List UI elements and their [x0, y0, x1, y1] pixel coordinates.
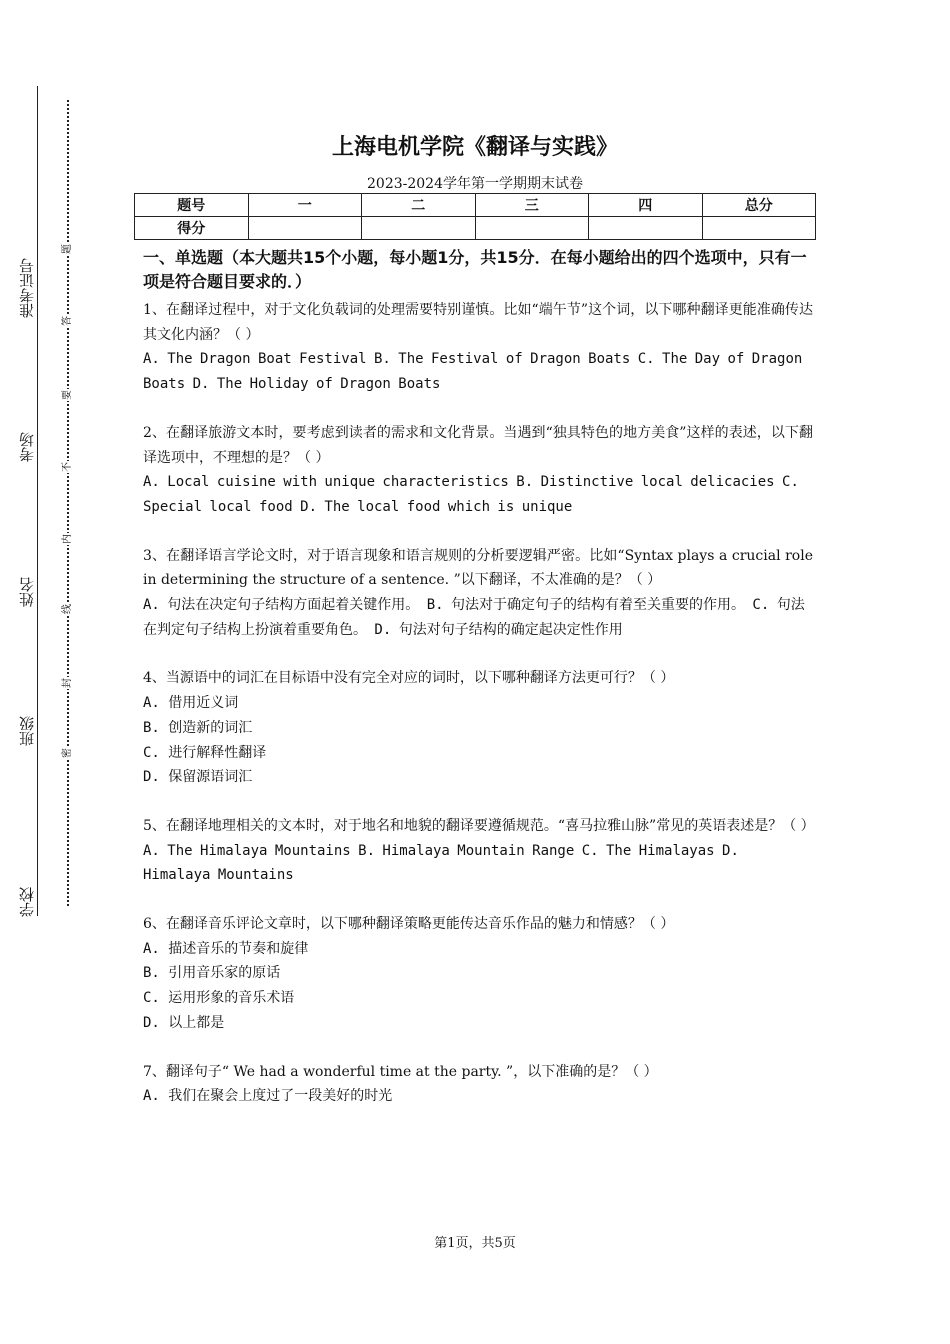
question-option: A. 描述音乐的节奏和旋律: [143, 940, 309, 957]
question-stem: 3、在翻译语言学论文时，对于语言现象和语言规则的分析要逻辑严密。比如“Syntax plays a crucial role in determining the structure of a sentence. ”以下翻译，不太准确的是？（ ）: [143, 547, 813, 589]
exam-id-label: 准考证号: [18, 258, 36, 318]
question-option: A. 我们在聚会上度过了一段美好的时光: [143, 1088, 393, 1105]
score-cell: 得分: [135, 217, 249, 240]
score-table: [134, 193, 816, 240]
question-stem: 6、在翻译音乐评论文章时，以下哪种翻译策略更能传达音乐作品的魅力和情感？（ ）: [143, 916, 675, 933]
question-option: B. 引用音乐家的原话: [143, 965, 281, 982]
question-stem: 2、在翻译旅游文本时，要考虑到读者的需求和文化背景。当遇到“独具特色的地方美食”这样的表述，以下翻译选项中，不理想的是？（ ）: [143, 424, 813, 466]
seal-char: 封: [62, 678, 73, 688]
question-item: [143, 912, 813, 1036]
question-stem: 5、在翻译地理相关的文本时，对于地名和地貌的翻译要遵循规范。“喜马拉雅山脉”常见的英语表述是？（ ）: [143, 817, 815, 834]
question-options: A. The Dragon Boat Festival B. The Festival of Dragon Boats C. The Day of Dragon Boats D. The Holiday of Dragon Boats: [143, 351, 803, 393]
score-input-cell[interactable]: [589, 217, 703, 240]
question-stem: 4、当源语中的词汇在目标语中没有完全对应的词时，以下哪种翻译方法更可行？（ ）: [143, 670, 675, 687]
score-cell: 二: [362, 194, 476, 217]
question-option: C. 运用形象的音乐术语: [143, 990, 295, 1007]
seal-char: 题: [62, 244, 73, 254]
score-cell: 四: [589, 194, 703, 217]
page-title: 上海电机学院《翻译与实践》: [331, 135, 618, 160]
question-option: B. 创造新的词汇: [143, 719, 253, 736]
page-number: 第1页，共5页: [434, 1236, 516, 1251]
exam-subtitle: 2023-2024学年第一学期期末试卷: [367, 176, 583, 192]
name-label: 姓名: [18, 577, 36, 607]
score-input-cell[interactable]: [362, 217, 476, 240]
question-item: [143, 666, 813, 790]
question-item: [143, 544, 813, 643]
question-option: C. 进行解释性翻译: [143, 744, 267, 761]
question-item: [143, 814, 813, 888]
seal-char: 不: [62, 462, 73, 472]
score-cell: 题号: [135, 194, 249, 217]
question-item: [143, 1060, 813, 1109]
school-label: 学校: [18, 887, 36, 917]
question-stem: 1、在翻译过程中，对于文化负载词的处理需要特别谨慎。比如“端午节”这个词，以下哪种翻译更能准确传达其文化内涵？（ ）: [143, 302, 813, 343]
score-table-header-row: [135, 194, 816, 217]
question-stem: 7、翻译句子“ We had a wonderful time at the party. ”，以下准确的是？（ ）: [143, 1063, 658, 1080]
binding-line-dotted: [67, 100, 69, 906]
score-cell: 三: [475, 194, 589, 217]
class-label: 班级: [18, 716, 36, 746]
question-options: A. Local cuisine with unique characteristics B. Distinctive local delicacies C. Special local food D. The local food which is unique: [143, 474, 799, 515]
score-input-cell[interactable]: [248, 217, 362, 240]
seal-char: 密: [62, 748, 73, 758]
question-list: [143, 246, 813, 1133]
score-input-cell[interactable]: [475, 217, 589, 240]
score-table-score-row: [135, 217, 816, 240]
score-cell: 一: [248, 194, 362, 217]
seal-char: 要: [62, 390, 73, 400]
seal-char: 线: [62, 604, 73, 614]
seal-char: 答: [62, 316, 73, 326]
question-item: [143, 421, 813, 520]
question-option: A. 借用近义词: [143, 695, 239, 712]
section-title: 一、单选题（本大题共15个小题，每小题1分，共15分．在每小题给出的四个选项中，只有一项是符合题目要求的．）: [143, 248, 807, 291]
question-option: D. 保留源语词汇: [143, 769, 253, 786]
score-input-cell[interactable]: [702, 217, 816, 240]
exam-room-label: 考场: [18, 432, 36, 462]
question-options: A. 句法在决定句子结构方面起着关键作用。 B. 句法对于确定句子的结构有着至关重要的作用。 C. 句法在判定句子结构上扮演着重要角色。 D. 句法对句子结构的确定起决定性作用: [143, 597, 805, 638]
seal-char: 内: [62, 534, 73, 544]
score-cell: 总分: [702, 194, 816, 217]
binding-line-solid: [37, 86, 38, 916]
question-options: A. The Himalaya Mountains B. Himalaya Mountain Range C. The Himalayas D. Himalaya Mountains: [143, 842, 739, 884]
question-option: D. 以上都是: [143, 1014, 225, 1031]
question-item: [143, 298, 813, 397]
